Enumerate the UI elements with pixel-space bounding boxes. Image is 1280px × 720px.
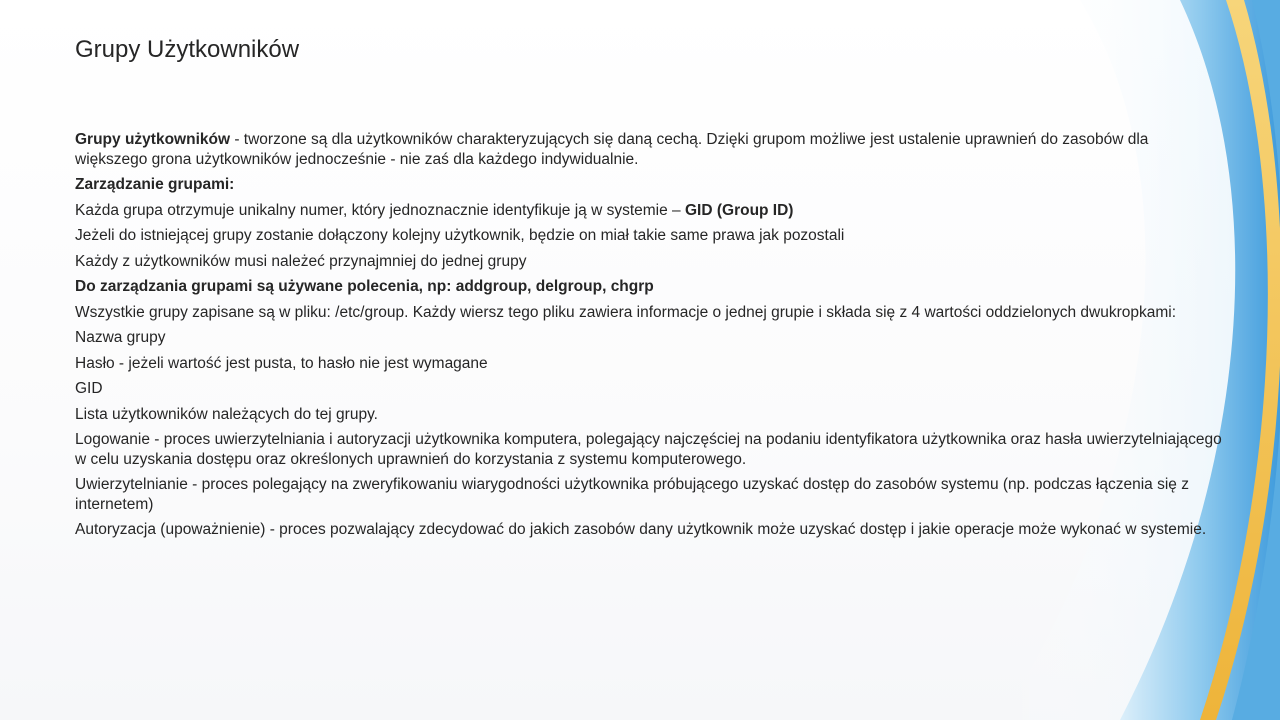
- gid-line-bold: GID (Group ID): [684, 201, 794, 219]
- slide-body: [75, 130, 1225, 546]
- body-line: Każdy z użytkowników musi należeć przynajmniej do jednej grupy: [75, 252, 527, 270]
- intro-text: - tworzone są dla użytkowników charakteryzujących się daną cechą. Dzięki grupom możliwe jest ustalenie uprawnień do zasobów dla większego grona użytkowników jednocześnie - nie zaś dla każdego indywidualnie.: [75, 131, 1149, 168]
- intro-term: Grupy użytkowników: [75, 131, 231, 148]
- slide-title: Grupy Użytkowników: [75, 36, 300, 63]
- commands-line: Do zarządzania grupami są używane polecenia, np: addgroup, delgroup, chgrp: [75, 278, 654, 295]
- management-heading: Zarządzanie grupami:: [75, 176, 235, 193]
- body-line: Wszystkie grupy zapisane są w pliku: /etc/group. Każdy wiersz tego pliku zawiera informacje o jednej grupie i składa się z 4 wartości oddzielonych dwukropkami:: [75, 303, 1177, 321]
- body-line: GID: [75, 380, 103, 397]
- body-line: Nazwa grupy: [75, 329, 166, 346]
- body-line: Jeżeli do istniejącej grupy zostanie dołączony kolejny użytkownik, będzie on miał takie same prawa jak pozostali: [75, 227, 845, 244]
- body-line: Uwierzytelnianie - proces polegający na zweryfikowaniu wiarygodności użytkownika próbującego uzyskać dostęp do zasobów systemu (np. podczas łączenia się z internetem): [75, 476, 1189, 513]
- gid-line: [75, 201, 1225, 221]
- body-line: Hasło - jeżeli wartość jest pusta, to hasło nie jest wymagane: [75, 354, 488, 372]
- body-line: Lista użytkowników należących do tej grupy.: [75, 405, 378, 423]
- body-line: Autoryzacja (upoważnienie) - proces pozwalający zdecydować do jakich zasobów dany użytkownik może uzyskać dostęp i jakie operacje może wykonać w systemie.: [75, 521, 1207, 538]
- intro-paragraph: [75, 130, 1225, 169]
- gid-line-text: Każda grupa otrzymuje unikalny numer, który jednoznacznie identyfikuje ją w systemie –: [75, 201, 685, 219]
- body-line: Logowanie - proces uwierzytelniania i autoryzacji użytkownika komputera, polegający najczęściej na podaniu identyfikatora użytkownika oraz hasła uwierzytelniającego w celu uzyskania dostępu oraz określonych uprawnień do korzystania z systemu komputerowego.: [75, 431, 1222, 468]
